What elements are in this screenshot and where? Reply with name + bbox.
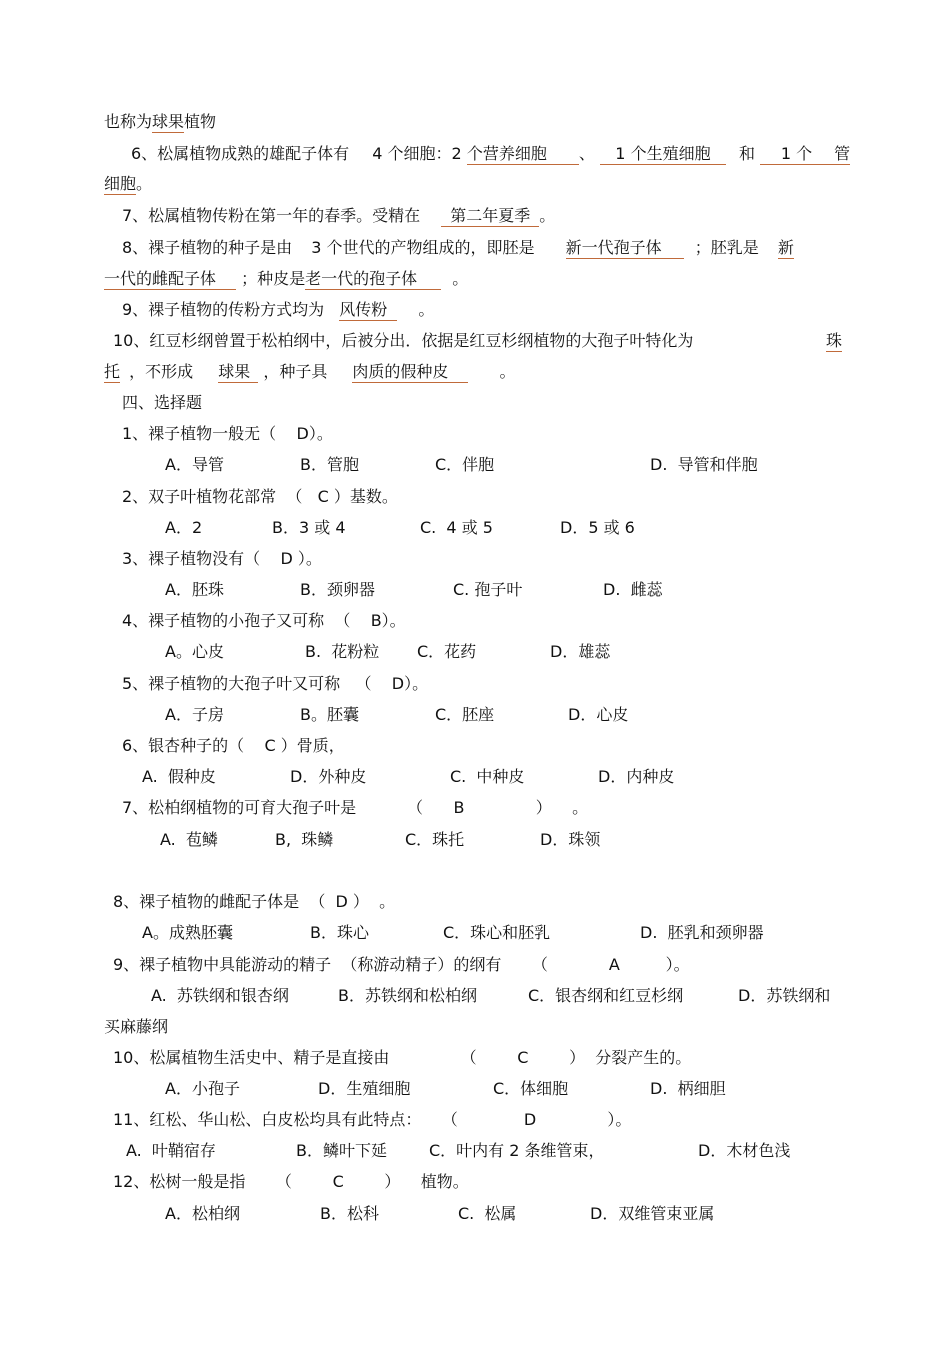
answer-option: B．苏铁纲和松柏纲 [338,986,477,1005]
line-cone-plants [104,111,216,133]
question-stem: 6、银杏种子的（ C ）骨质， [122,736,345,755]
answer-blank: 一代的雌配子体 [104,269,236,290]
text: ，种子具 [263,362,328,381]
fill-question-6 [131,143,850,165]
answer-option: D．5 或 6 [560,518,635,537]
answer-option: C．花药 [417,642,477,661]
text: 9、裸子植物的传粉方式均为 [122,300,325,319]
answer-option: D．外种皮 [290,767,367,786]
answer-option: D．苏铁纲和 [738,986,831,1005]
answer-option: A．子房 [165,705,224,724]
fill-question-8 [122,237,794,259]
text: 。 [539,206,556,225]
answer-blank: 管 [812,144,850,165]
answer-option: A. 苏铁纲和银杏纲 [151,986,289,1005]
answer-option: A. 苞鳞 [160,830,218,849]
answer-option: D．心皮 [568,705,629,724]
fill-question-9 [122,299,434,321]
answer-option: A. 假种皮 [142,767,216,786]
answer-blank: 老一代的孢子体 [305,269,441,290]
answer-option: D．生殖细胞 [318,1079,411,1098]
fill-question-8-cont [104,268,468,290]
fill-question-10-blank-a [826,330,842,352]
text: 。 [136,174,153,193]
answer-option: D. 导管和伴胞 [650,455,758,474]
answer-option: A. 叶鞘宿存 [126,1141,216,1160]
answer-blank: 1 个 [760,144,812,165]
question-stem: 12、松树一般是指 （ C ） 植物。 [113,1172,469,1191]
answer-option: B．颈卵器 [300,580,375,599]
answer-blank: 新 [777,238,794,257]
text: 。 [499,362,516,381]
answer-option: C．珠心和胚乳 [443,923,551,942]
text: 8、裸子植物的种子是由 [122,238,293,257]
question-stem: 4、裸子植物的小孢子又可称 （ B）。 [122,611,406,630]
text: 、 [578,144,595,163]
answer-blank: 风传粉 [339,300,397,321]
question-stem: 7、松柏纲植物的可育大孢子叶是 （ B ） 。 [122,798,589,817]
question-stem: 2、双子叶植物花部常 （ C ）基数。 [122,487,398,506]
question-stem: 9、裸子植物中具能游动的精子 （称游动精子）的纲有 （ A ）。 [113,955,690,974]
fill-question-10-cont [104,361,516,383]
answer-option: D．珠领 [540,830,601,849]
answer-option: C．胚座 [435,705,495,724]
answer-option: C．伴胞 [435,455,495,474]
text: 植物 [184,112,217,131]
section-title: 四、选择题 [122,393,203,412]
answer-option: D．内种皮 [598,767,675,786]
text: ；胚乳是 [694,238,759,257]
text: 。 [418,300,435,319]
answer-blank: 托 [104,362,121,381]
answer-option: D. 胚乳和颈卵器 [640,923,764,942]
answer-option: D．双维管束亚属 [590,1204,715,1223]
answer-option: C. 4 或 5 [420,518,493,537]
answer-option: C．珠托 [405,830,465,849]
answer-option: C．叶内有 2 条维管束， [429,1141,605,1160]
answer-option: B。胚囊 [300,705,359,724]
answer-option: A．小孢子 [165,1079,240,1098]
text: 7、松属植物传粉在第一年的春季。受精在 [122,206,421,225]
answer-option: A．胚珠 [165,580,224,599]
question-stem: 10、松属植物生活史中、精子是直接由 （ C ） 分裂产生的。 [113,1048,692,1067]
fill-question-7 [122,205,555,227]
answer-blank: 肉质的假种皮 [352,362,468,383]
text: 4 个细胞：2 [372,144,462,163]
text: ；种皮是 [241,269,306,288]
question-stem: 3、裸子植物没有（ D ）。 [122,549,322,568]
answer-option: C. 松属 [458,1204,517,1223]
answer-option: C．银杏纲和红豆杉纲 [528,986,684,1005]
answer-option: A。成熟胚囊 [142,923,233,942]
text: 和 [739,144,756,163]
answer-blank: 1 个生殖细胞 [600,144,726,165]
text: 也称为 [104,112,153,131]
answer-option: B．管胞 [300,455,359,474]
text: 10、红豆杉纲曾置于松柏纲中，后被分出．依据是红豆杉纲植物的大孢子叶特化为 [113,331,694,350]
answer-blank: 个营养细胞 [467,144,579,165]
answer-option: A．导管 [165,455,224,474]
option-wrap-text: 买麻藤纲 [104,1017,169,1036]
answer-option: D. 雌蕊 [603,580,663,599]
answer-blank: 第二年夏季 [441,206,539,227]
text: 3 个世代的产物组成的，即胚是 [311,238,535,257]
answer-blank: 新一代孢子体 [566,238,684,259]
question-stem: 5、裸子植物的大孢子叶又可称 （ D）。 [122,674,429,693]
answer-option: C. 中种皮 [450,767,525,786]
fill-question-10 [113,330,693,352]
text: 。 [452,269,469,288]
answer-option: B．松科 [320,1204,379,1223]
answer-option: B, 珠鳞 [275,830,334,849]
answer-option: B．3 或 4 [272,518,346,537]
answer-blank: 珠 [826,331,843,350]
answer-option: D．雄蕊 [550,642,611,661]
answer-option: B. 花粉粒 [305,642,380,661]
answer-option: D. 柄细胆 [650,1079,726,1098]
answer-option: B．鳞叶下延 [296,1141,387,1160]
fill-question-6-cont [104,173,152,195]
text: 6、松属植物成熟的雄配子体有 [131,144,350,163]
answer-option: B．珠心 [310,923,369,942]
text: ，不形成 [129,362,194,381]
answer-option: A．松柏纲 [165,1204,240,1223]
answer-option: C．体细胞 [493,1079,569,1098]
answer-option: D．木材色浅 [698,1141,791,1160]
question-stem: 1、裸子植物一般无（ D）。 [122,424,333,443]
answer-option: A。心皮 [165,642,224,661]
question-stem: 11、红松、华山松、白皮松均具有此特点： （ D ）。 [113,1110,632,1129]
answer-blank: 细胞 [104,174,137,193]
answer-blank: 球果 [152,112,185,131]
answer-option: C. 孢子叶 [453,580,523,599]
answer-option: A．2 [165,518,203,537]
question-stem: 8、裸子植物的雌配子体是 （ D ） 。 [113,892,396,911]
answer-blank: 球果 [218,362,258,383]
